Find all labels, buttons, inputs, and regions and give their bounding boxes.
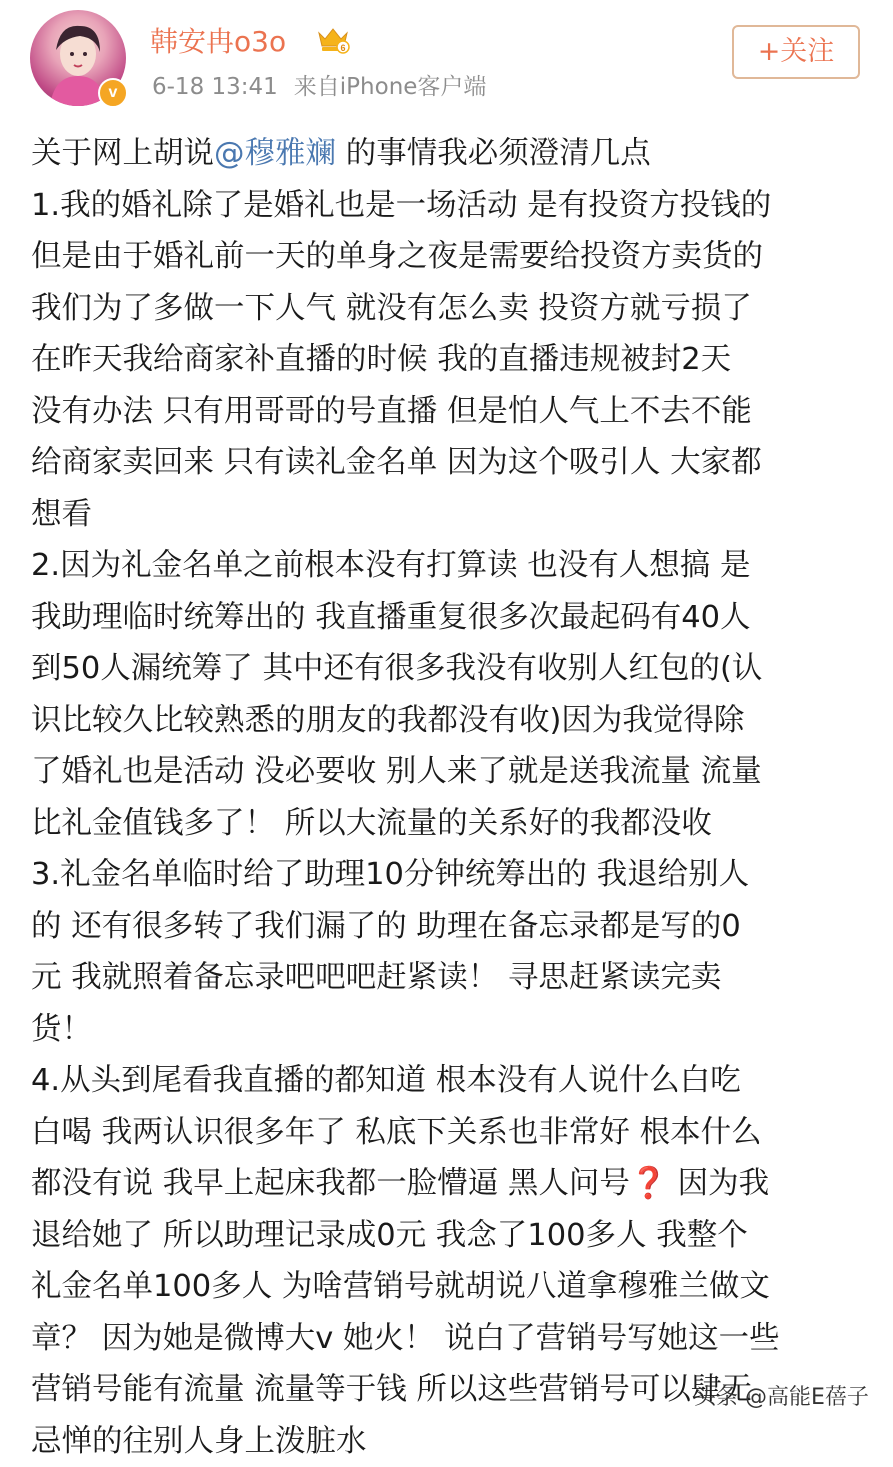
text-line: 营销号能有流量 流量等于钱 所以这些营销号可以肆无 — [31, 1364, 871, 1416]
text-line: 但是由于婚礼前一天的单身之夜是需要给投资方卖货的 — [31, 231, 871, 283]
text-line: 我们为了多做一下人气 就没有怎么卖 投资方就亏损了 — [31, 283, 871, 335]
text-segment: 的事情我必须澄清几点 — [336, 136, 651, 171]
text-line: 了婚礼也是活动 没必要收 别人来了就是送我流量 流量 — [31, 746, 871, 798]
text-line: 1.我的婚礼除了是婚礼也是一场活动 是有投资方投钱的 — [31, 180, 871, 232]
text-line — [31, 1158, 871, 1210]
author-name[interactable]: 韩安冉o3o — [150, 20, 286, 60]
text-line: 比礼金值钱多了！ 所以大流量的关系好的我都没收 — [31, 798, 871, 850]
text-line: 到50人漏统筹了 其中还有很多我没有收别人红包的(认 — [31, 643, 871, 695]
question-mark-emoji-icon: ❓ — [630, 1166, 668, 1201]
text-segment: 因为我 — [668, 1166, 769, 1201]
post-body — [31, 128, 871, 1467]
text-segment: 都没有说 我早上起床我都一脸懵逼 黑人问号 — [31, 1166, 630, 1201]
verified-badge-icon: v — [98, 78, 128, 108]
watermark: 头条 @高能E蓓子 — [694, 1380, 869, 1411]
text-line: 4.从头到尾看我直播的都知道 根本没有人说什么白吃 — [31, 1055, 871, 1107]
text-line: 货！ — [31, 1004, 871, 1056]
post-source: 来自iPhone客户端 — [294, 74, 487, 100]
text-segment: 关于网上胡说 — [31, 136, 214, 171]
post-header — [0, 0, 893, 120]
text-line: 给商家卖回来 只有读礼金名单 因为这个吸引人 大家都 — [31, 437, 871, 489]
mention-link[interactable]: @穆雅斓 — [214, 136, 336, 171]
text-line: 白喝 我两认识很多年了 私底下关系也非常好 根本什么 — [31, 1107, 871, 1159]
text-line: 2.因为礼金名单之前根本没有打算读 也没有人想搞 是 — [31, 540, 871, 592]
text-line: 我助理临时统筹出的 我直播重复很多次最起码有40人 — [31, 592, 871, 644]
svg-text:6: 6 — [340, 43, 345, 53]
crown-level-icon — [316, 24, 350, 54]
text-line — [31, 128, 871, 180]
text-line: 元 我就照着备忘录吧吧吧赶紧读！ 寻思赶紧读完卖 — [31, 952, 871, 1004]
text-line: 在昨天我给商家补直播的时候 我的直播违规被封2天 — [31, 334, 871, 386]
text-line: 识比较久比较熟悉的朋友的我都没有收)因为我觉得除 — [31, 695, 871, 747]
text-line: 忌惮的往别人身上泼脏水 — [31, 1416, 871, 1467]
post-meta — [152, 68, 502, 101]
text-line: 想看 — [31, 489, 871, 541]
text-line: 没有办法 只有用哥哥的号直播 但是怕人气上不去不能 — [31, 386, 871, 438]
text-line: 章？ 因为她是微博大v 她火！ 说白了营销号写她这一些 — [31, 1313, 871, 1365]
text-line: 3.礼金名单临时给了助理10分钟统筹出的 我退给别人 — [31, 849, 871, 901]
text-line: 退给她了 所以助理记录成0元 我念了100多人 我整个 — [31, 1210, 871, 1262]
text-line: 礼金名单100多人 为啥营销号就胡说八道拿穆雅兰做文 — [31, 1261, 871, 1313]
post-time[interactable]: 6-18 13:41 — [152, 74, 278, 100]
follow-button[interactable]: +关注 — [732, 25, 860, 79]
text-line: 的 还有很多转了我们漏了的 助理在备忘录都是写的0 — [31, 901, 871, 953]
